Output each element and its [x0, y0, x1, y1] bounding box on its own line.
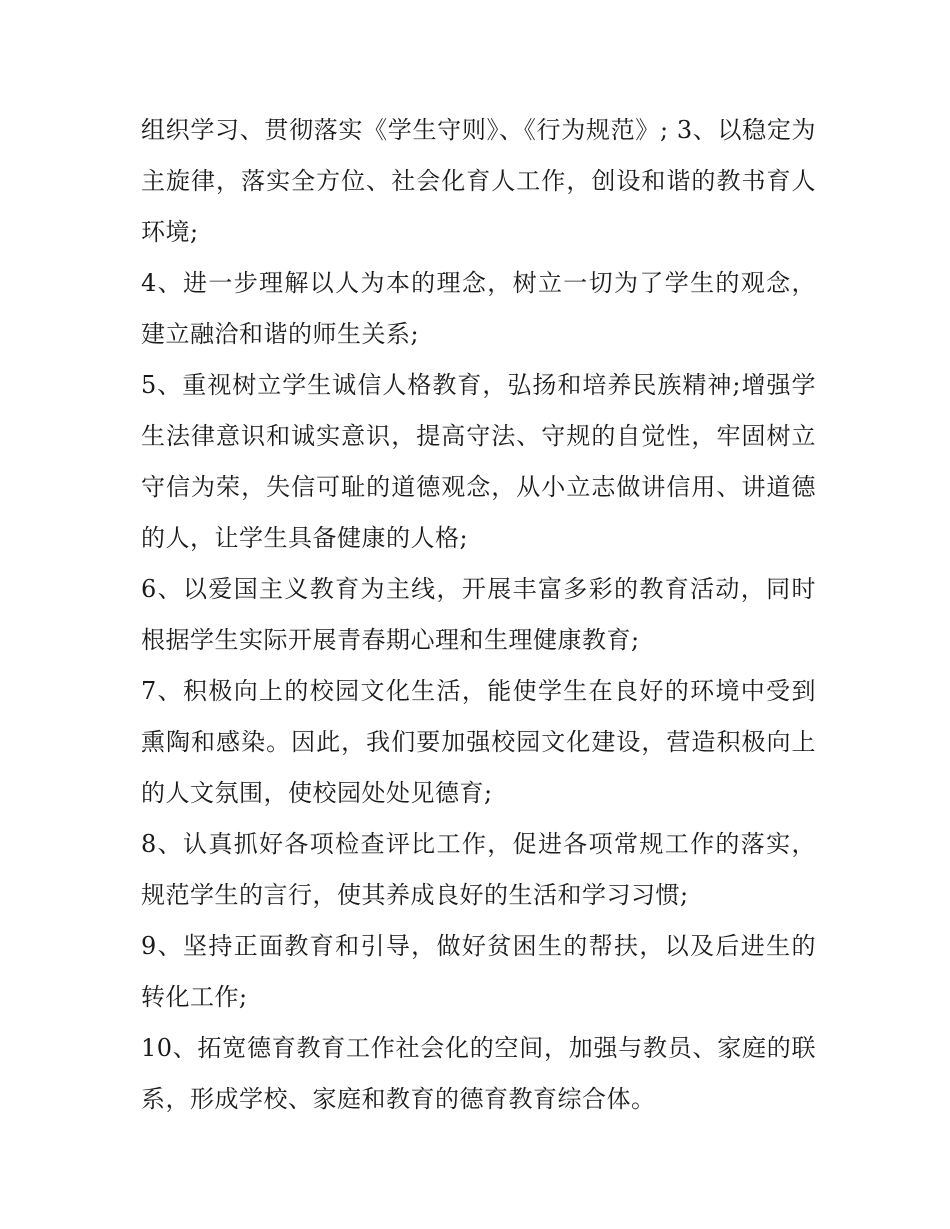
paragraph-item-4: 4、进一步理解以人为本的理念，树立一切为了学生的观念，建立融洽和谐的师生关系; [141, 269, 816, 348]
paragraph-item-6: 6、以爱国主义教育为主线，开展丰富多彩的教育活动，同时根据学生实际开展青春期心理和生理健康教育; [141, 575, 816, 654]
paragraph-item-10: 10、拓宽德育教育工作社会化的空间，加强与教员、家庭的联系，形成学校、家庭和教育的德育教育综合体。 [141, 1034, 816, 1113]
paragraph-continuation: 组织学习、贯彻落实《学生守则》、《行为规范》; 3、以稳定为主旋律，落实全方位、社会化育人工作，创设和谐的教书育人环境; [141, 116, 816, 246]
document-body [141, 105, 816, 1125]
paragraph-item-8: 8、认真抓好各项检查评比工作，促进各项常规工作的落实，规范学生的言行，使其养成良好的生活和学习习惯; [141, 830, 816, 909]
paragraph-item-9: 9、坚持正面教育和引导，做好贫困生的帮扶，以及后进生的转化工作; [141, 932, 816, 1011]
paragraph-item-7: 7、积极向上的校园文化生活，能使学生在良好的环境中受到熏陶和感染。因此，我们要加强校园文化建设，营造积极向上的人文氛围，使校园处处见德育; [141, 677, 816, 807]
paragraph-item-5: 5、重视树立学生诚信人格教育，弘扬和培养民族精神;增强学生法律意识和诚实意识，提高守法、守规的自觉性，牢固树立守信为荣，失信可耻的道德观念，从小立志做讲信用、讲道德的人，让学生具备健康的人格; [141, 371, 816, 552]
